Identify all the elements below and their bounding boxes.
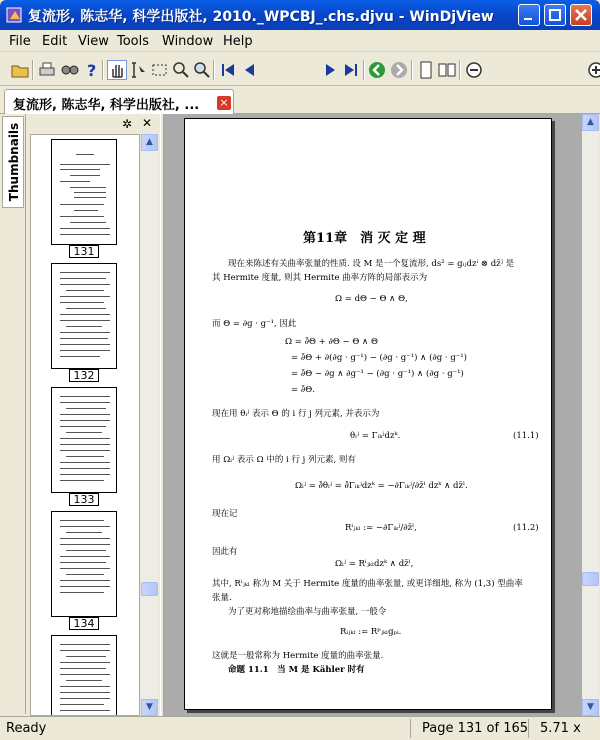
page-text-line: 现在记: [212, 509, 238, 519]
thumbnails-list[interactable]: [30, 134, 140, 716]
page-formula: Ωᵢʲ = Rⁱⱼₖₗdzᵏ ∧ dz̄ˡ,: [335, 559, 414, 569]
menu-edit[interactable]: Edit: [42, 34, 68, 49]
zoom-rect-icon[interactable]: [192, 60, 212, 80]
single-page-icon[interactable]: [416, 60, 436, 80]
page-text-line: 命题 11.1 当 M 是 Kähler 时有: [228, 665, 365, 675]
thumbnails-tab-label: Thumbnails: [7, 122, 21, 202]
page-formula: Ωᵢʲ = ∂̄θᵢʲ = ∂̄Γᵢₖʲdzᵏ = −∂Γᵢₖʲ/∂z̄ˡ dzᵏ ∧ dz̄ˡ.: [295, 481, 468, 491]
maximize-button[interactable]: [544, 4, 566, 26]
chapter-title: 第11章 消 灭 定 理: [303, 231, 426, 246]
page-formula: Ω = ∂̄Θ + ∂Θ − Θ ∧ Θ: [285, 337, 378, 347]
page-formula: = ∂̄Θ + ∂(∂g · g⁻¹) − (∂g · g⁻¹) ∧ (∂g · g⁻¹): [291, 353, 467, 363]
zoom-out-icon[interactable]: [464, 60, 484, 80]
select-icon[interactable]: [129, 60, 149, 80]
menu-window[interactable]: Window: [162, 34, 214, 49]
equation-number: (11.2): [513, 523, 539, 533]
back-icon[interactable]: [367, 60, 387, 80]
page-formula: θᵢʲ = Γᵢₖʲdzᵏ.: [350, 431, 401, 441]
svg-text:?: ?: [87, 61, 97, 80]
last-page-icon[interactable]: [341, 60, 361, 80]
scroll-down-icon[interactable]: ▼: [141, 699, 158, 716]
status-text: Ready: [6, 721, 47, 736]
thumbnail-page[interactable]: [51, 263, 117, 369]
page-text-line: 为了更对称地描绘曲率与曲率张量, 一般令: [228, 607, 387, 617]
menu-file[interactable]: File: [9, 34, 31, 49]
document-page[interactable]: [184, 118, 552, 710]
scrollbar-thumb[interactable]: [141, 582, 158, 596]
find-icon[interactable]: [60, 60, 80, 80]
thumbnail-page[interactable]: [51, 139, 117, 245]
status-page: Page 131 of 165: [422, 721, 529, 736]
close-panel-icon[interactable]: ✕: [142, 116, 153, 130]
menu-view[interactable]: View: [78, 34, 109, 49]
title-bar[interactable]: [0, 0, 600, 30]
page-formula: Rᵢⱼₖₗ := Rᵖⱼₖₗgₚᵢ.: [340, 627, 402, 637]
page-text-line: 张量.: [212, 593, 232, 603]
thumbnail-label: 134: [69, 617, 99, 630]
status-page-size: 5.71 x: [540, 721, 581, 736]
thumbnails-tab[interactable]: [2, 116, 24, 208]
first-page-icon[interactable]: [218, 60, 238, 80]
thumbnail-page[interactable]: [51, 635, 117, 716]
scrollbar-thumb[interactable]: [582, 572, 599, 586]
next-page-icon[interactable]: [320, 60, 340, 80]
forward-icon[interactable]: [389, 60, 409, 80]
thumbnail-label: 133: [69, 493, 99, 506]
status-bar: [0, 716, 600, 740]
page-formula: = ∂̄Θ − ∂g ∧ ∂g⁻¹ − (∂g · g⁻¹) ∧ (∂g · g⁻¹): [291, 369, 464, 379]
page-text-line: 这就是一般常称为 Hermite 度量的曲率张量.: [212, 651, 384, 661]
thumbnails-header: [26, 114, 160, 134]
document-scrollbar[interactable]: [582, 114, 599, 716]
scroll-up-icon[interactable]: ▲: [141, 134, 158, 151]
page-text-line: 而 Θ = ∂g · g⁻¹, 因此: [212, 319, 297, 329]
minimize-button[interactable]: [518, 4, 540, 26]
menu-bar: [0, 30, 600, 52]
zoom-in-icon[interactable]: [586, 60, 600, 80]
help-icon[interactable]: [82, 60, 102, 80]
document-tab-label: 复流形, 陈志华, 科学出版社, ...: [13, 98, 200, 113]
print-icon[interactable]: [37, 60, 57, 80]
menu-tools[interactable]: Tools: [117, 34, 150, 49]
thumbnail-page[interactable]: [51, 511, 117, 617]
pin-icon[interactable]: ✲: [122, 117, 133, 131]
page-formula: = ∂̄Θ.: [291, 385, 315, 395]
page-text-line: 现在来陈述有关曲率张量的性质. 设 M 是一个复流形, ds² = gᵢⱼdzⁱ ⊗ dz̄ʲ 是: [228, 259, 515, 269]
page-text-line: 用 Ωᵢʲ 表示 Ω 中的 i 行 j 列元素, 则有: [212, 455, 356, 465]
close-tab-icon[interactable]: ×: [217, 96, 231, 110]
scroll-down-icon[interactable]: ▼: [582, 699, 599, 716]
open-icon[interactable]: [10, 60, 30, 80]
page-text-line: 现在用 θᵢʲ 表示 Θ 的 i 行 j 列元素, 并表示为: [212, 409, 380, 419]
page-text-line: 其中, Rⁱⱼₖₗ 称为 M 关于 Hermite 度量的曲率张量, 或更详细地, 称为 (1,3) 型曲率: [212, 579, 523, 589]
scroll-up-icon[interactable]: ▲: [582, 114, 599, 131]
thumbnails-scrollbar[interactable]: [141, 134, 158, 716]
window-title: 复流形, 陈志华, 科学出版社, 2010._WPCBJ_.chs.djvu - WinDjView: [28, 9, 494, 25]
page-text-line: 因此有: [212, 547, 238, 557]
thumbnail-label: 131: [69, 245, 99, 258]
thumbnail-page[interactable]: [51, 387, 117, 493]
menu-help[interactable]: Help: [223, 34, 253, 49]
zoom-icon[interactable]: [171, 60, 191, 80]
toolbar: [0, 52, 600, 86]
equation-number: (11.1): [513, 431, 539, 441]
page-formula: Rⁱⱼₖₗ := −∂Γᵢₖʲ/∂z̄ˡ,: [345, 523, 417, 533]
app-icon: [6, 6, 24, 24]
hand-icon[interactable]: [107, 60, 127, 80]
prev-page-icon[interactable]: [240, 60, 260, 80]
rect-select-icon[interactable]: [150, 60, 170, 80]
facing-pages-icon[interactable]: [437, 60, 457, 80]
page-formula: Ω = dΘ − Θ ∧ Θ,: [335, 294, 408, 304]
close-button[interactable]: [570, 4, 592, 26]
page-text-line: 其 Hermite 度量, 则其 Hermite 曲率方阵的局部表示为: [212, 273, 428, 283]
thumbnail-label: 132: [69, 369, 99, 382]
document-tab[interactable]: [4, 89, 234, 114]
